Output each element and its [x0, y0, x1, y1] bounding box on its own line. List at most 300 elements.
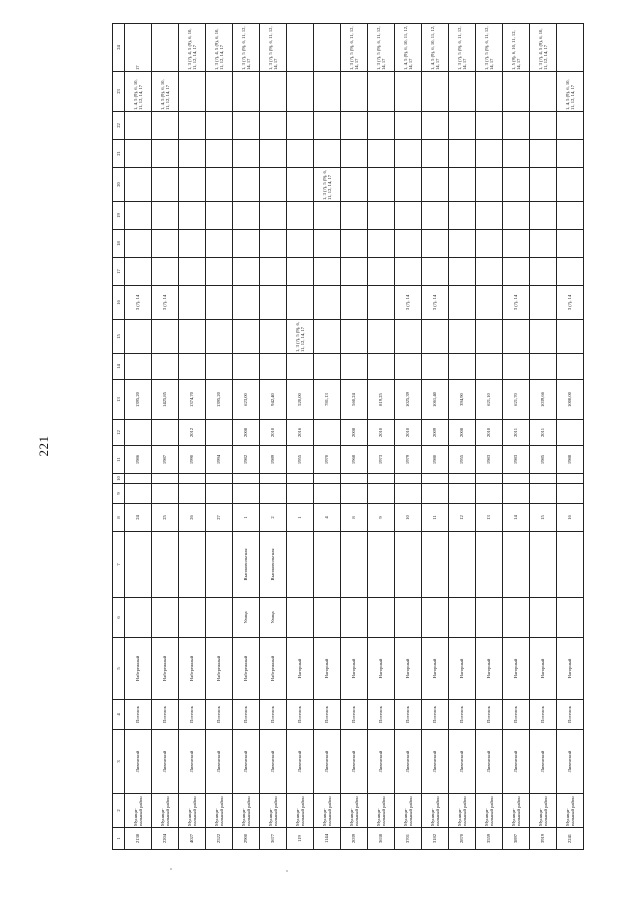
- table-cell: 1000,00: [557, 380, 584, 420]
- table-cell: [206, 202, 233, 230]
- table-cell: 2900: [233, 828, 260, 850]
- table-cell: 1983: [503, 446, 530, 474]
- table-row: [287, 24, 314, 850]
- table-cell: Муници-пальный район: [476, 794, 503, 828]
- table-cell: 1983: [476, 446, 503, 474]
- table-cell: [368, 168, 395, 202]
- table-cell: [449, 598, 476, 638]
- table-cell: [260, 202, 287, 230]
- table-cell: [395, 320, 422, 354]
- table-cell: [368, 258, 395, 286]
- table-cell: [287, 72, 314, 112]
- table-cell: [125, 474, 152, 484]
- table-cell: [530, 72, 557, 112]
- table-cell: [287, 484, 314, 504]
- table-cell: [341, 598, 368, 638]
- table-cell: Муници-пальный район: [206, 794, 233, 828]
- column-header: 17: [113, 258, 125, 286]
- table-cell: [503, 532, 530, 598]
- table-cell: [395, 598, 422, 638]
- table-cell: Поселок: [179, 700, 206, 730]
- table-cell: Поселок: [260, 700, 287, 730]
- table-cell: [341, 168, 368, 202]
- table-cell: [206, 286, 233, 320]
- table-cell: [314, 354, 341, 380]
- table-cell: 1955: [449, 446, 476, 474]
- table-cell: [449, 320, 476, 354]
- table-cell: Муници-пальный район: [125, 794, 152, 828]
- table-cell: [206, 532, 233, 598]
- table-cell: [368, 474, 395, 484]
- table-cell: [341, 484, 368, 504]
- table-cell: [179, 258, 206, 286]
- table-cell: [422, 354, 449, 380]
- table-cell: [557, 420, 584, 446]
- table-cell: Поселок: [530, 700, 557, 730]
- table-cell: Набережный: [233, 638, 260, 700]
- table-cell: 1395,20: [206, 380, 233, 420]
- table-cell: 1990: [179, 446, 206, 474]
- table-cell: [395, 168, 422, 202]
- table-cell: [314, 420, 341, 446]
- table-cell: 1, 3 (?), 5 (9), 6, 11, 12, 14, 17: [368, 24, 395, 72]
- table-cell: [422, 320, 449, 354]
- table-row: [395, 24, 422, 850]
- table-cell: Ливенский: [557, 730, 584, 794]
- table-cell: 1, 3 (?), 5 (9), 6, 11, 12, 14, 17: [287, 320, 314, 354]
- table-cell: [530, 320, 557, 354]
- table-row: [368, 24, 395, 850]
- table-cell: [233, 168, 260, 202]
- table-cell: 14: [503, 504, 530, 532]
- column-header: 24: [113, 24, 125, 72]
- table-cell: [314, 474, 341, 484]
- table-cell: Ливенский: [476, 730, 503, 794]
- table-cell: 2012: [179, 420, 206, 446]
- table-cell: 1970: [314, 446, 341, 474]
- table-cell: [503, 258, 530, 286]
- table-cell: [476, 258, 503, 286]
- table-cell: 3919: [530, 828, 557, 850]
- column-header: 5: [113, 638, 125, 700]
- table-cell: Поселок: [206, 700, 233, 730]
- table-cell: 15: [530, 504, 557, 532]
- table-cell: 2: [260, 504, 287, 532]
- table-cell: [179, 532, 206, 598]
- table-cell: [152, 202, 179, 230]
- table-cell: [314, 484, 341, 504]
- column-header: 6: [113, 598, 125, 638]
- table-cell: [368, 202, 395, 230]
- table-cell: [179, 320, 206, 354]
- table-cell: 560,24: [341, 380, 368, 420]
- table-cell: Поселок: [395, 700, 422, 730]
- table-cell: [125, 258, 152, 286]
- table-cell: 25: [152, 504, 179, 532]
- table-cell: Набережный: [152, 638, 179, 700]
- table-row: [449, 24, 476, 850]
- table-cell: Ливенский: [260, 730, 287, 794]
- table-cell: [530, 168, 557, 202]
- table-cell: 1, 3 (?), 5 (9), 6, 11, 12, 14, 17: [260, 24, 287, 72]
- table-cell: [422, 230, 449, 258]
- column-header: 21: [113, 140, 125, 168]
- table-cell: 621,10: [476, 380, 503, 420]
- table-cell: [341, 230, 368, 258]
- table-row: [422, 24, 449, 850]
- table-cell: 2008: [449, 420, 476, 446]
- table-cell: [341, 474, 368, 484]
- column-header: 3: [113, 730, 125, 794]
- table-cell: Поселок: [233, 700, 260, 730]
- table-cell: [557, 484, 584, 504]
- table-cell: Муници-пальный район: [233, 794, 260, 828]
- table-cell: [206, 598, 233, 638]
- table-cell: [422, 202, 449, 230]
- table-cell: 2870: [449, 828, 476, 850]
- table-cell: 1, 3 (?), 4, 5 (9), 6, 10, 11, 12, 14, 17: [179, 24, 206, 72]
- table-cell: [152, 320, 179, 354]
- table-cell: [125, 598, 152, 638]
- table-cell: [152, 112, 179, 140]
- column-header: 11: [113, 446, 125, 474]
- table-cell: [341, 72, 368, 112]
- table-cell: [341, 140, 368, 168]
- table-cell: 3 (?), 14: [395, 286, 422, 320]
- table-cell: Нагорный: [341, 638, 368, 700]
- table-cell: 2039: [341, 828, 368, 850]
- table-cell: [152, 230, 179, 258]
- table-cell: 1: [287, 504, 314, 532]
- table-cell: [530, 286, 557, 320]
- column-header: 12: [113, 420, 125, 446]
- table-cell: [260, 354, 287, 380]
- table-cell: [179, 202, 206, 230]
- table-cell: [314, 72, 341, 112]
- table-cell: [368, 354, 395, 380]
- table-cell: Ливенский: [179, 730, 206, 794]
- table-cell: [557, 320, 584, 354]
- table-cell: 4027: [179, 828, 206, 850]
- table-cell: [341, 258, 368, 286]
- table-cell: [476, 140, 503, 168]
- table-cell: [530, 230, 557, 258]
- table-cell: Поселок: [341, 700, 368, 730]
- table-cell: 1994: [206, 446, 233, 474]
- table-cell: [179, 484, 206, 504]
- table-cell: [341, 286, 368, 320]
- table-cell: 2016: [287, 420, 314, 446]
- table-cell: Поселок: [449, 700, 476, 730]
- table-cell: [557, 532, 584, 598]
- table-cell: Муници-пальный район: [179, 794, 206, 828]
- table-cell: 24: [125, 504, 152, 532]
- column-header: 16: [113, 286, 125, 320]
- table-cell: [395, 258, 422, 286]
- table-cell: [449, 474, 476, 484]
- table-cell: [287, 258, 314, 286]
- table-cell: [341, 354, 368, 380]
- table-cell: [503, 140, 530, 168]
- table-cell: [395, 474, 422, 484]
- table-cell: [287, 598, 314, 638]
- table-cell: [179, 286, 206, 320]
- table-cell: [314, 112, 341, 140]
- table-cell: 2010: [476, 420, 503, 446]
- table-cell: Ливенский: [287, 730, 314, 794]
- table-cell: [260, 258, 287, 286]
- table-cell: [368, 140, 395, 168]
- table-cell: 2011: [503, 420, 530, 446]
- table-cell: [476, 202, 503, 230]
- table-cell: [530, 474, 557, 484]
- table-cell: [152, 532, 179, 598]
- table-cell: 3638: [368, 828, 395, 850]
- table-cell: [503, 72, 530, 112]
- document-table-area: [112, 25, 584, 850]
- table-cell: [206, 354, 233, 380]
- table-cell: Улица: [233, 598, 260, 638]
- table-cell: [206, 258, 233, 286]
- table-cell: Ливенский: [422, 730, 449, 794]
- table-cell: [395, 354, 422, 380]
- table-row: [179, 24, 206, 850]
- table-cell: Нагорный: [530, 638, 557, 700]
- table-row: [503, 24, 530, 850]
- table-cell: [179, 230, 206, 258]
- table-cell: [233, 320, 260, 354]
- table-cell: [260, 112, 287, 140]
- table-cell: [503, 484, 530, 504]
- table-cell: [287, 140, 314, 168]
- table-cell: [422, 112, 449, 140]
- table-cell: [287, 354, 314, 380]
- table-cell: [368, 320, 395, 354]
- table-cell: Ливенский: [341, 730, 368, 794]
- table-cell: [395, 112, 422, 140]
- table-cell: [557, 354, 584, 380]
- table-cell: Нагорный: [557, 638, 584, 700]
- table-cell: [530, 112, 557, 140]
- table-cell: [368, 532, 395, 598]
- table-cell: [422, 532, 449, 598]
- table-cell: Муници-пальный район: [152, 794, 179, 828]
- table-cell: [152, 354, 179, 380]
- table-cell: 1425,85: [152, 380, 179, 420]
- table-cell: 1061,40: [422, 380, 449, 420]
- table-cell: Ливенский: [530, 730, 557, 794]
- table-cell: [557, 202, 584, 230]
- table-cell: [206, 230, 233, 258]
- table-cell: 1: [233, 504, 260, 532]
- table-cell: [179, 112, 206, 140]
- table-row: [476, 24, 503, 850]
- table-cell: Нагорный: [503, 638, 530, 700]
- table-cell: [449, 230, 476, 258]
- table-cell: [260, 140, 287, 168]
- column-header: 2: [113, 794, 125, 828]
- page-number: 221: [36, 435, 51, 457]
- table-cell: [422, 72, 449, 112]
- table-cell: Высоковольтная: [233, 532, 260, 598]
- table-cell: 1, 3 (?), 4, 5 (9), 6, 10, 11, 12, 14, 17: [530, 24, 557, 72]
- table-cell: [314, 320, 341, 354]
- table-cell: [395, 140, 422, 168]
- table-cell: Муници-пальный район: [422, 794, 449, 828]
- table-cell: [449, 202, 476, 230]
- table-cell: 1, 4, 5 (9), 6, 10, 11, 12, 14, 17: [395, 24, 422, 72]
- table-cell: [395, 230, 422, 258]
- table-cell: Муници-пальный район: [449, 794, 476, 828]
- table-cell: [233, 286, 260, 320]
- table-cell: 1979: [395, 446, 422, 474]
- table-cell: [476, 474, 503, 484]
- table-row: [260, 24, 287, 850]
- table-cell: [557, 598, 584, 638]
- table-cell: [125, 354, 152, 380]
- table-cell: [341, 320, 368, 354]
- column-header: 22: [113, 112, 125, 140]
- table-cell: [206, 168, 233, 202]
- table-cell: [287, 168, 314, 202]
- table-cell: [206, 420, 233, 446]
- rotated-table-container: [112, 25, 584, 850]
- table-cell: [395, 72, 422, 112]
- table-cell: 2522: [206, 828, 233, 850]
- table-cell: [449, 258, 476, 286]
- table-cell: Поселок: [152, 700, 179, 730]
- table-cell: 1144: [314, 828, 341, 850]
- table-cell: [287, 230, 314, 258]
- table-cell: Поселок: [557, 700, 584, 730]
- table-cell: [152, 484, 179, 504]
- table-cell: [503, 230, 530, 258]
- column-header: 8: [113, 504, 125, 532]
- table-cell: Поселок: [503, 700, 530, 730]
- table-cell: 10: [395, 504, 422, 532]
- table-cell: [314, 24, 341, 72]
- table-cell: 9: [368, 504, 395, 532]
- column-header: 20: [113, 168, 125, 202]
- table-cell: [206, 112, 233, 140]
- table-cell: Ливенский: [233, 730, 260, 794]
- table-cell: [287, 286, 314, 320]
- table-cell: [314, 202, 341, 230]
- table-cell: [422, 140, 449, 168]
- table-cell: [125, 420, 152, 446]
- column-header: 23: [113, 72, 125, 112]
- table-cell: 819,25: [368, 380, 395, 420]
- table-row: [152, 24, 179, 850]
- table-cell: [449, 140, 476, 168]
- table-cell: Поселок: [125, 700, 152, 730]
- table-cell: 1, 4, 5 (9), 6, 10, 11, 12, 14, 17: [422, 24, 449, 72]
- table-cell: [152, 24, 179, 72]
- table-cell: [341, 532, 368, 598]
- table-cell: [395, 202, 422, 230]
- table-cell: [287, 112, 314, 140]
- table-cell: Поселок: [422, 700, 449, 730]
- table-cell: [233, 354, 260, 380]
- table-cell: [233, 474, 260, 484]
- table-cell: 1980: [422, 446, 449, 474]
- table-cell: [152, 140, 179, 168]
- table-cell: [260, 484, 287, 504]
- table-cell: 3897: [503, 828, 530, 850]
- table-cell: Нагорный: [287, 638, 314, 700]
- table-cell: [368, 286, 395, 320]
- table-cell: 1, 4, 5 (9), 6, 10, 11, 12, 14, 17: [125, 72, 152, 112]
- column-header: 14: [113, 354, 125, 380]
- table-cell: 3 (?), 14: [503, 286, 530, 320]
- table-cell: Набережный: [206, 638, 233, 700]
- table-cell: Поселок: [368, 700, 395, 730]
- table-cell: [449, 532, 476, 598]
- table-cell: [476, 320, 503, 354]
- table-cell: Нагорный: [314, 638, 341, 700]
- table-cell: [314, 258, 341, 286]
- table-cell: 2010: [368, 420, 395, 446]
- header-row: [113, 24, 125, 850]
- column-header: 7: [113, 532, 125, 598]
- table-cell: 3 (?), 14: [152, 286, 179, 320]
- table-cell: 2204: [152, 828, 179, 850]
- table-cell: [476, 112, 503, 140]
- table-cell: [476, 230, 503, 258]
- table-cell: Нагорный: [422, 638, 449, 700]
- table-cell: [152, 168, 179, 202]
- table-cell: 3559: [476, 828, 503, 850]
- column-header: 9: [113, 484, 125, 504]
- table-cell: [260, 72, 287, 112]
- table-cell: [503, 202, 530, 230]
- table-cell: 520,00: [287, 380, 314, 420]
- column-header: 4: [113, 700, 125, 730]
- table-cell: [449, 72, 476, 112]
- table-cell: [449, 354, 476, 380]
- table-cell: [125, 484, 152, 504]
- table-cell: 1973: [368, 446, 395, 474]
- table-cell: Поселок: [287, 700, 314, 730]
- table-cell: 13: [476, 504, 503, 532]
- table-cell: Муници-пальный район: [368, 794, 395, 828]
- table-cell: [476, 72, 503, 112]
- table-cell: 2010: [395, 420, 422, 446]
- table-cell: [314, 230, 341, 258]
- table-cell: [125, 140, 152, 168]
- table-cell: Ливенский: [503, 730, 530, 794]
- table-cell: [530, 140, 557, 168]
- table-cell: [341, 202, 368, 230]
- table-cell: Набережный: [260, 638, 287, 700]
- table-cell: 2008: [233, 420, 260, 446]
- table-cell: Муници-пальный район: [341, 794, 368, 828]
- table-cell: [557, 474, 584, 484]
- table-cell: [314, 140, 341, 168]
- table-cell: [314, 598, 341, 638]
- table-cell: [179, 474, 206, 484]
- table-cell: 1987: [152, 446, 179, 474]
- table-cell: [476, 598, 503, 638]
- table-cell: 1, 3 (?), 5 (9), 6, 11, 12, 14, 17: [476, 24, 503, 72]
- table-cell: [476, 168, 503, 202]
- table-cell: 119: [287, 828, 314, 850]
- table-cell: [422, 598, 449, 638]
- table-cell: [422, 484, 449, 504]
- table-cell: [233, 202, 260, 230]
- table-cell: 2008: [341, 420, 368, 446]
- table-cell: [530, 354, 557, 380]
